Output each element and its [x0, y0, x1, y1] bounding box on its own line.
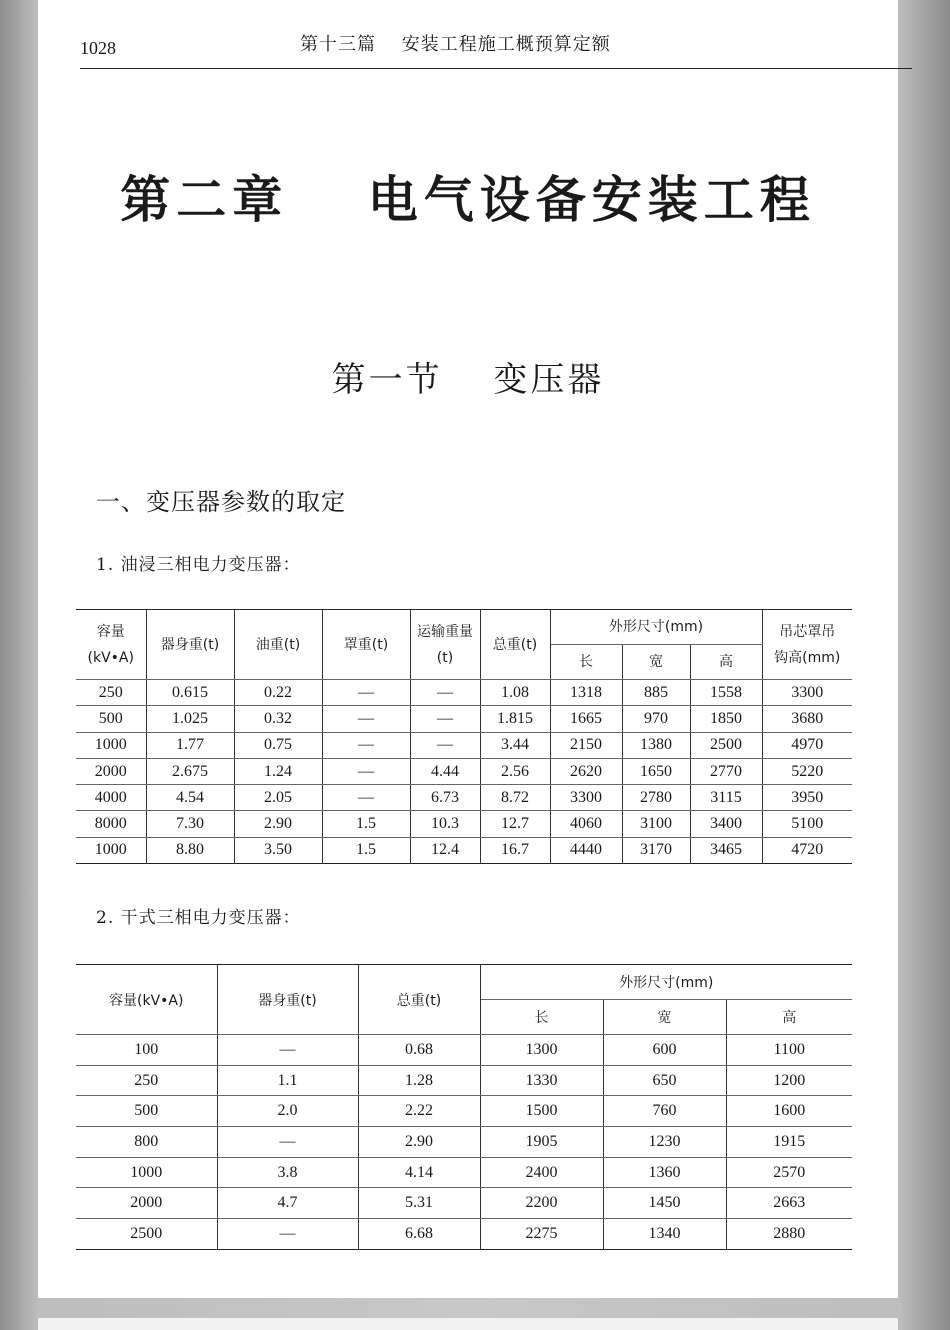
table-cell: 970	[622, 706, 690, 732]
table-cell: 3300	[550, 785, 622, 811]
header-height: 高	[690, 645, 762, 680]
table-cell: 8000	[76, 811, 146, 837]
table-cell: 4440	[550, 837, 622, 863]
table-cell: 3100	[622, 811, 690, 837]
table-row	[76, 1219, 852, 1250]
table-cell: 3115	[690, 785, 762, 811]
header-total-weight: 总重(t)	[358, 965, 480, 1035]
table-cell: 2570	[726, 1157, 852, 1188]
table-cell: 1665	[550, 706, 622, 732]
header-hoist-label: 吊芯罩吊	[779, 623, 836, 640]
running-header: 第十三篇 安装工程施工概预算定额	[300, 34, 611, 55]
table-cell: 16.7	[480, 837, 550, 863]
page-number: 1028	[80, 38, 116, 58]
header-capacity-unit: (kV•A)	[87, 649, 134, 666]
table-cell: 4000	[76, 785, 146, 811]
table-cell: 1.24	[234, 758, 322, 784]
table-cell: 2880	[726, 1219, 852, 1250]
table-cell: 4.14	[358, 1157, 480, 1188]
table-row	[76, 706, 852, 732]
table-row	[76, 1127, 852, 1158]
table-cell: 760	[603, 1096, 726, 1127]
table-cell: 1500	[480, 1096, 603, 1127]
table-cell: 1230	[603, 1127, 726, 1158]
table-cell: 3680	[762, 706, 852, 732]
table-cell: 1450	[603, 1188, 726, 1219]
table-row	[76, 1157, 852, 1188]
header-body-weight: 器身重(t)	[217, 965, 358, 1035]
table-cell: 1.77	[146, 732, 234, 758]
table-cell: 1000	[76, 732, 146, 758]
table-cell: 0.75	[234, 732, 322, 758]
table-cell: —	[217, 1127, 358, 1158]
table-cell: 4060	[550, 811, 622, 837]
table-cell: 1850	[690, 706, 762, 732]
table-cell: 1318	[550, 680, 622, 706]
table-cell: 2150	[550, 732, 622, 758]
table-cell: —	[217, 1219, 358, 1250]
section-title: 第一节 变压器	[331, 360, 605, 400]
table-cell: 1000	[76, 1157, 217, 1188]
table-cell: 2620	[550, 758, 622, 784]
table-cell: 3300	[762, 680, 852, 706]
table-cell: 1100	[726, 1035, 852, 1066]
table-cell: 1.025	[146, 706, 234, 732]
table-cell: 2.675	[146, 758, 234, 784]
table-cell: —	[217, 1035, 358, 1066]
dry-transformer-table	[76, 964, 852, 1250]
table-cell: 4.44	[410, 758, 480, 784]
table-cell: 500	[76, 706, 146, 732]
table-cell: 4970	[762, 732, 852, 758]
table-cell: 2.0	[217, 1096, 358, 1127]
table1-caption: 1. 油浸三相电力变压器：	[96, 555, 301, 575]
header-dimensions: 外形尺寸(mm)	[550, 610, 762, 645]
table-cell: 1.1	[217, 1065, 358, 1096]
table-cell: 5.31	[358, 1188, 480, 1219]
header-width: 宽	[603, 1000, 726, 1035]
table-cell: —	[322, 758, 410, 784]
table-row	[76, 785, 852, 811]
table2-caption: 2. 干式三相电力变压器：	[96, 908, 301, 928]
table-cell: 100	[76, 1035, 217, 1066]
chapter-title: 第二章 电气设备安装工程	[120, 171, 816, 229]
table-cell: —	[410, 680, 480, 706]
table-cell: 3400	[690, 811, 762, 837]
table-row	[76, 1035, 852, 1066]
table-cell: —	[322, 680, 410, 706]
table-cell: 2.90	[358, 1127, 480, 1158]
table-cell: 1.5	[322, 811, 410, 837]
table-cell: 0.32	[234, 706, 322, 732]
table-cell: 1905	[480, 1127, 603, 1158]
table-cell: 1600	[726, 1096, 852, 1127]
table-cell: 1380	[622, 732, 690, 758]
table-row	[76, 1096, 852, 1127]
table-cell: 7.30	[146, 811, 234, 837]
table-cell: 10.3	[410, 811, 480, 837]
table-cell: 1.08	[480, 680, 550, 706]
table-row	[76, 680, 852, 706]
table-cell: 600	[603, 1035, 726, 1066]
header-hoist-unit: 钩高(mm)	[774, 649, 841, 666]
header-transport-label: 运输重量	[417, 623, 473, 640]
header-capacity	[76, 610, 146, 680]
table-cell: 0.615	[146, 680, 234, 706]
table-cell: 1558	[690, 680, 762, 706]
sub-heading: 一、变压器参数的取定	[96, 488, 346, 516]
table-cell: 500	[76, 1096, 217, 1127]
table-cell: 3465	[690, 837, 762, 863]
table-cell: —	[322, 785, 410, 811]
table-cell: 3.44	[480, 732, 550, 758]
header-capacity: 容量(kV•A)	[76, 965, 217, 1035]
next-page-edge	[38, 1318, 898, 1330]
table-cell: 2.22	[358, 1096, 480, 1127]
header-length: 长	[480, 1000, 603, 1035]
table-row	[76, 732, 852, 758]
table-cell: 2000	[76, 758, 146, 784]
header-capacity-label: 容量	[96, 623, 125, 640]
table-cell: —	[410, 706, 480, 732]
table-cell: 1.5	[322, 837, 410, 863]
table2-body	[76, 1035, 852, 1250]
table-cell: 3950	[762, 785, 852, 811]
table-cell: 5220	[762, 758, 852, 784]
table-cell: 1915	[726, 1127, 852, 1158]
header-dimensions: 外形尺寸(mm)	[480, 965, 852, 1000]
table-row	[76, 1188, 852, 1219]
header-width: 宽	[622, 645, 690, 680]
table-cell: 250	[76, 680, 146, 706]
table-cell: 2500	[690, 732, 762, 758]
table-cell: 12.4	[410, 837, 480, 863]
table-cell: 1300	[480, 1035, 603, 1066]
header-transport-weight	[410, 610, 480, 680]
table-cell: 2.90	[234, 811, 322, 837]
table-cell: 3.8	[217, 1157, 358, 1188]
table-cell: 6.73	[410, 785, 480, 811]
table-cell: 2663	[726, 1188, 852, 1219]
table-cell: —	[322, 706, 410, 732]
table-cell: 2.05	[234, 785, 322, 811]
table-cell: 0.22	[234, 680, 322, 706]
table-cell: 1.28	[358, 1065, 480, 1096]
table-cell: 885	[622, 680, 690, 706]
table-cell: 2500	[76, 1219, 217, 1250]
header-transport-unit: (t)	[436, 649, 454, 666]
table-cell: 800	[76, 1127, 217, 1158]
header-height: 高	[726, 1000, 852, 1035]
table-cell: 2.56	[480, 758, 550, 784]
header-length: 长	[550, 645, 622, 680]
table-cell: —	[322, 732, 410, 758]
table-cell: 2275	[480, 1219, 603, 1250]
table-cell: 4720	[762, 837, 852, 863]
document-page	[38, 0, 898, 1298]
table-cell: 0.68	[358, 1035, 480, 1066]
table-cell: 250	[76, 1065, 217, 1096]
table-cell: 3.50	[234, 837, 322, 863]
table-row	[76, 811, 852, 837]
table-cell: 1000	[76, 837, 146, 863]
table-cell: 5100	[762, 811, 852, 837]
header-cover-weight: 罩重(t)	[322, 610, 410, 680]
table-cell: 1340	[603, 1219, 726, 1250]
table-cell: 4.54	[146, 785, 234, 811]
table-cell: 2770	[690, 758, 762, 784]
table-cell: 8.72	[480, 785, 550, 811]
table-row	[76, 758, 852, 784]
table-cell: 3170	[622, 837, 690, 863]
table-cell: 2780	[622, 785, 690, 811]
table-row	[76, 1065, 852, 1096]
table-cell: 1.815	[480, 706, 550, 732]
table-cell: 1330	[480, 1065, 603, 1096]
table-cell: 1360	[603, 1157, 726, 1188]
table-cell: 12.7	[480, 811, 550, 837]
header-body-weight: 器身重(t)	[146, 610, 234, 680]
table-cell: 2400	[480, 1157, 603, 1188]
table-cell: 2200	[480, 1188, 603, 1219]
header-hoist-height	[762, 610, 852, 680]
table-cell: —	[410, 732, 480, 758]
header-rule	[80, 68, 912, 69]
table-cell: 1200	[726, 1065, 852, 1096]
table-cell: 1650	[622, 758, 690, 784]
table-cell: 2000	[76, 1188, 217, 1219]
header-oil-weight: 油重(t)	[234, 610, 322, 680]
table-cell: 6.68	[358, 1219, 480, 1250]
table-cell: 650	[603, 1065, 726, 1096]
table-cell: 8.80	[146, 837, 234, 863]
oil-transformer-table	[76, 609, 852, 864]
table1-body	[76, 680, 852, 864]
table-row	[76, 837, 852, 863]
header-total-weight: 总重(t)	[480, 610, 550, 680]
table-cell: 4.7	[217, 1188, 358, 1219]
